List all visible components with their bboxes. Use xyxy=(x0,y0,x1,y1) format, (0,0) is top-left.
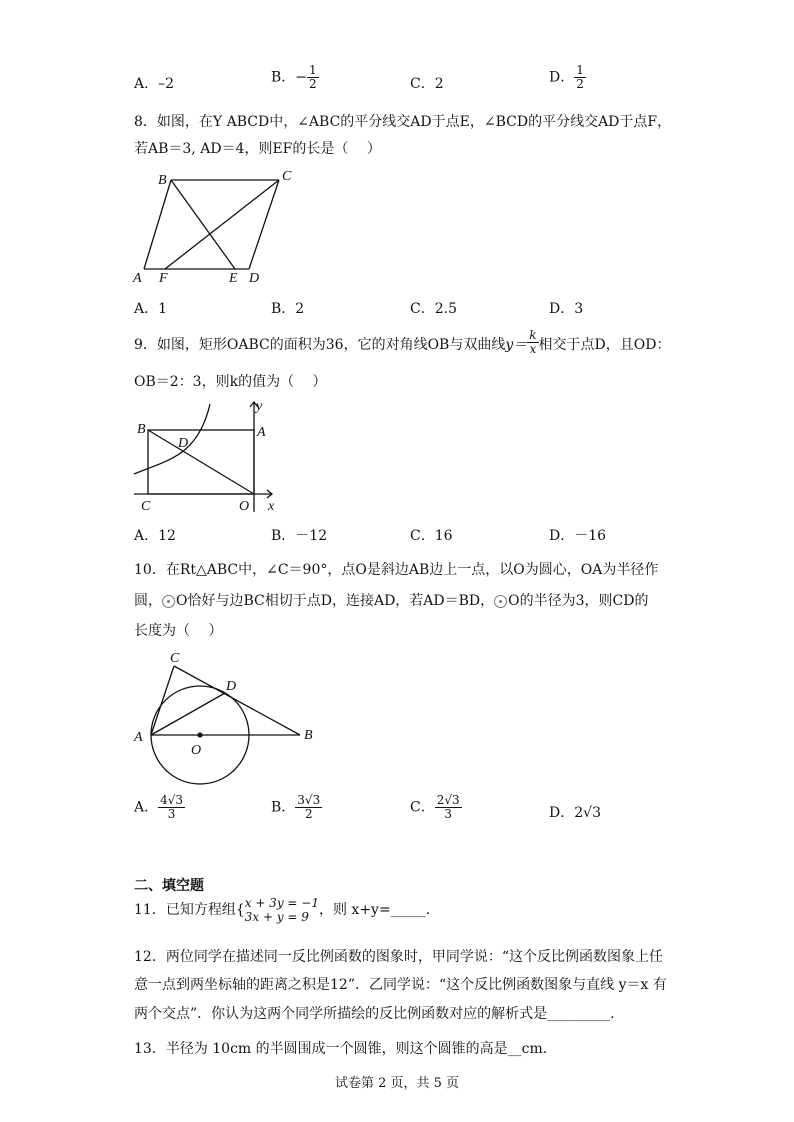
q12-line-3: 两个交点”．你认为这两个同学所描绘的反比例函数对应的解析式是_________. xyxy=(134,1006,615,1022)
q10-option-d xyxy=(549,802,601,822)
q8-option-c xyxy=(410,298,457,318)
label-a: A xyxy=(257,425,266,440)
option-value: 1 xyxy=(158,301,168,317)
q9-line-1 xyxy=(134,327,671,356)
side-cd xyxy=(249,180,279,269)
q10-triangle-circle-figure xyxy=(128,645,328,790)
q11-line xyxy=(134,896,430,924)
label-b: B xyxy=(304,728,313,743)
option-label: B． xyxy=(271,799,296,816)
label-f: F xyxy=(159,271,168,286)
circle-symbol-icon xyxy=(162,595,175,608)
label-d: D xyxy=(178,436,189,451)
q9-rectangle-figure xyxy=(128,396,288,516)
option-value: －16 xyxy=(574,528,607,544)
option-value: －12 xyxy=(295,528,328,544)
q10-option-a xyxy=(134,794,185,821)
q8-option-d xyxy=(549,298,583,318)
section-heading-fill-in: 二、填空题 xyxy=(134,878,204,894)
label-o: O xyxy=(191,743,202,758)
numerator: 1 xyxy=(576,63,584,77)
q12-line-2: 意一点到两坐标轴的距离之积是12”．乙同学说：“这个反比例函数图象与直线 y＝x 有 xyxy=(134,977,667,993)
q9-option-d xyxy=(549,525,606,545)
label-x: x xyxy=(268,499,275,514)
denominator: 3 xyxy=(167,807,176,821)
q10-text-pre: 圆， xyxy=(134,593,162,609)
equation-2: 3x + y = 9 xyxy=(244,910,309,924)
option-sign: − xyxy=(295,69,308,86)
fraction xyxy=(295,794,322,821)
side-cb xyxy=(174,666,300,735)
option-label: D． xyxy=(549,301,575,317)
label-d: D xyxy=(226,679,237,694)
option-value: 2 xyxy=(434,76,444,92)
numerator: k xyxy=(529,327,537,342)
q10-text-post: O的半径为3，则CD的 xyxy=(508,593,649,609)
fraction xyxy=(307,64,319,91)
fraction xyxy=(158,794,185,821)
option-value: 2.5 xyxy=(434,301,457,317)
option-value: –2 xyxy=(158,76,175,92)
q9-fraction-k-over-x xyxy=(527,329,538,356)
option-value: 16 xyxy=(434,528,453,544)
label-c: C xyxy=(141,499,151,514)
label-a: A xyxy=(133,271,142,286)
option-label: A． xyxy=(134,301,159,317)
q7-option-b xyxy=(271,64,319,91)
option-label: A． xyxy=(134,528,159,544)
label-d: D xyxy=(249,271,260,286)
option-label: C． xyxy=(410,528,435,544)
denominator: 2 xyxy=(304,807,313,821)
label-b: B xyxy=(158,173,167,188)
q9-option-c xyxy=(410,525,453,545)
option-label: D． xyxy=(549,805,575,821)
segment-ad xyxy=(151,693,225,735)
option-label: C． xyxy=(410,76,435,92)
option-label: C． xyxy=(410,799,435,816)
page-footer: 试卷第 2 页，共 5 页 xyxy=(334,1076,460,1091)
option-value: 3 xyxy=(574,301,584,317)
q9-option-b xyxy=(271,525,327,545)
q12-line-1: 12．两位同学在描述同一反比例函数的图象时，甲同学说：“这个反比例函数图象上任 xyxy=(134,949,663,965)
label-b: B xyxy=(137,422,146,437)
numerator: 3√3 xyxy=(297,793,321,807)
denominator: 2 xyxy=(576,77,584,91)
label-a: A xyxy=(134,730,143,745)
hyperbola-curve xyxy=(134,404,210,474)
option-label: D． xyxy=(549,69,575,86)
q8-line-2: 若AB＝3, AD＝4，则EF的长是（ ） xyxy=(134,141,381,157)
bisector-cf xyxy=(165,180,279,269)
center-point-o xyxy=(197,732,202,737)
option-value: 12 xyxy=(158,528,176,544)
q10-line-2 xyxy=(134,590,648,610)
option-label: C． xyxy=(410,301,435,317)
q9-line-2: OB＝2：3，则k的值为（ ） xyxy=(134,374,327,390)
q9-text-post: 相交于点D，且OD： xyxy=(538,337,671,353)
q7-option-d xyxy=(549,64,586,91)
q8-parallelogram-figure xyxy=(128,168,308,288)
q10-text-mid: O恰好与边BC相切于点D，连接AD，若AD＝BD， xyxy=(176,593,495,609)
fraction xyxy=(574,64,586,91)
q11-text-pre: 11．已知方程组{ xyxy=(134,902,245,918)
numerator: 1 xyxy=(309,63,317,77)
option-value: 2 xyxy=(295,301,305,317)
option-label: B． xyxy=(271,528,296,544)
option-value: 2√3 xyxy=(574,805,601,821)
q8-option-b xyxy=(271,298,304,318)
q10-line-3: 长度为（ ） xyxy=(134,623,223,639)
q8-option-a xyxy=(134,298,167,318)
numerator: 4√3 xyxy=(160,793,184,807)
label-c: C xyxy=(170,651,180,666)
q9-option-a xyxy=(134,525,176,545)
option-label: A． xyxy=(134,799,159,816)
denominator: 2 xyxy=(309,77,317,91)
q11-equation-system xyxy=(245,896,319,924)
q8-line-1: 8．如图，在Y ABCD中，∠ABC的平分线交AD于点E，∠BCD的平分线交AD于点F， xyxy=(134,114,672,130)
denominator: x xyxy=(529,341,537,356)
fraction xyxy=(435,794,462,821)
q7-option-a xyxy=(134,73,174,93)
q11-text-post: ，则 x+y=_____. xyxy=(318,902,431,918)
q7-option-c xyxy=(410,73,444,93)
q9-y-eq: y＝ xyxy=(505,337,528,353)
label-y: y xyxy=(256,399,263,414)
numerator: 2√3 xyxy=(436,793,460,807)
circle-symbol-icon xyxy=(494,595,507,608)
label-e: E xyxy=(229,271,238,286)
q9-text-pre: 9．如图，矩形OABC的面积为36，它的对角线OB与双曲线 xyxy=(134,337,506,353)
label-c: C xyxy=(282,169,292,184)
q10-option-b xyxy=(271,794,322,821)
option-label: D． xyxy=(549,528,575,544)
q13-line-1: 13．半径为 10cm 的半圆围成一个圆锥，则这个圆锥的高是__cm. xyxy=(134,1041,548,1057)
q10-line-1: 10．在Rt△ABC中，∠C＝90°，点O是斜边AB边上一点，以O为圆心，OA为半径作 xyxy=(134,562,659,578)
option-label: B． xyxy=(271,69,296,86)
label-o: O xyxy=(239,499,250,514)
side-ab xyxy=(144,180,171,269)
option-label: A． xyxy=(134,76,159,92)
q10-option-c xyxy=(410,794,462,821)
bisector-be xyxy=(171,180,235,269)
denominator: 3 xyxy=(444,807,452,821)
equation-1: x + 3y = −1 xyxy=(244,896,319,910)
option-label: B． xyxy=(271,301,296,317)
